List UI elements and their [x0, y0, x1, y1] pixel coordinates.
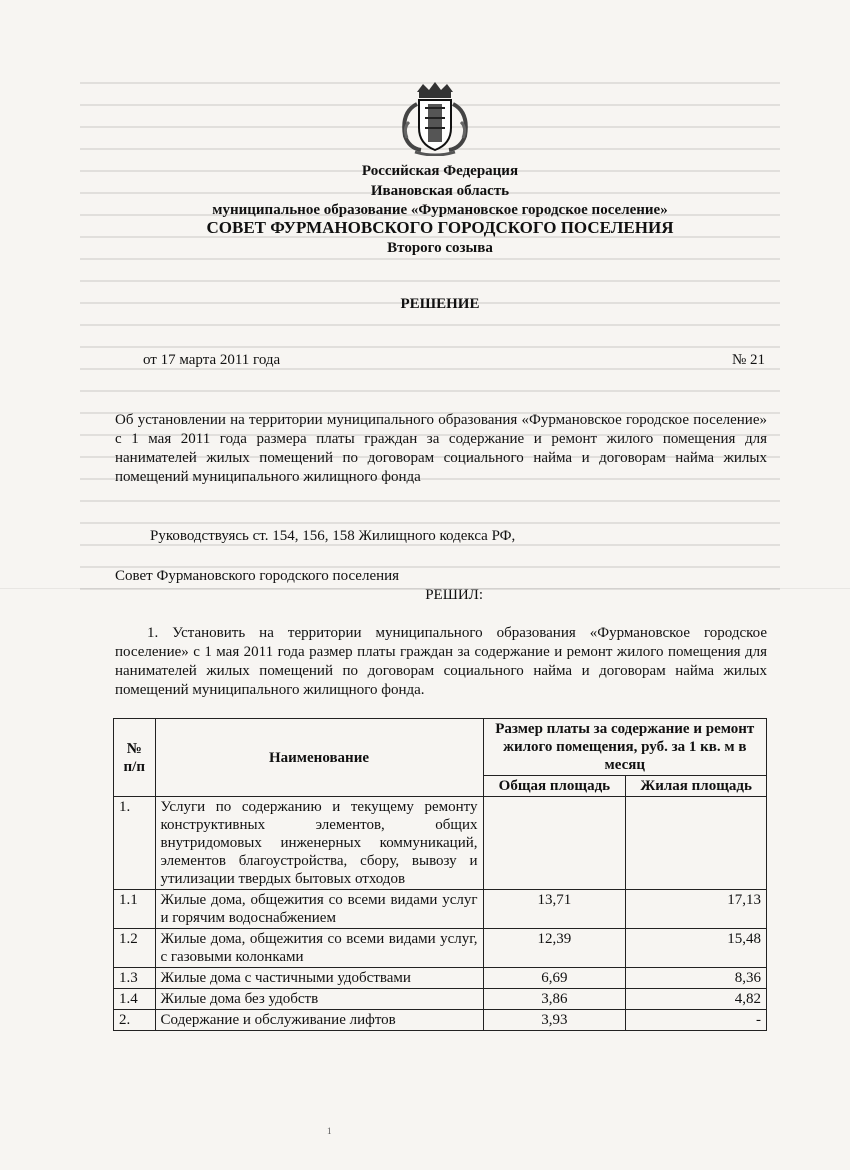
row-number: 1.2 [114, 929, 156, 968]
row-living-area [626, 797, 767, 890]
col-header-living-area: Жилая площадь [626, 776, 767, 797]
header-municipality: муниципальное образование «Фурмановское городское поселение» [212, 202, 668, 218]
row-total-area [483, 797, 626, 890]
table-row [114, 797, 767, 890]
header-country: Российская Федерация [361, 163, 519, 179]
table-row [114, 1010, 767, 1031]
header-region: Ивановская область [370, 183, 510, 199]
table-row [114, 989, 767, 1010]
row-living-area: - [626, 1010, 767, 1031]
row-number: 1. [114, 797, 156, 890]
resolved-heading: РЕШИЛ: [425, 587, 483, 603]
document-date: от 17 марта 2011 года [143, 352, 281, 368]
document-subject: Об установлении на территории муниципального образования «Фурмановское городское поселение» с 1 мая 2011 года размера платы граждан за содержание и ремонт жилого помещения для нанимателей жилых помещений по договорам социального найма и договорам найма жилых помещений муниципального жилищного фонда [115, 412, 767, 485]
row-name: Жилые дома с частичными удобствами [155, 968, 483, 989]
row-living-area: 4,82 [626, 989, 767, 1010]
row-number: 2. [114, 1010, 156, 1031]
col-header-number: № п/п [114, 719, 156, 797]
row-name: Жилые дома без удобств [155, 989, 483, 1010]
document-number: № 21 [731, 352, 765, 368]
row-total-area: 6,69 [483, 968, 626, 989]
fee-table [113, 718, 767, 1031]
table-row [114, 929, 767, 968]
row-living-area: 17,13 [626, 890, 767, 929]
row-total-area: 12,39 [483, 929, 626, 968]
row-name: Содержание и обслуживание лифтов [155, 1010, 483, 1031]
header-convocation: Второго созыва [387, 240, 493, 256]
row-number: 1.1 [114, 890, 156, 929]
legal-basis: Руководствуясь ст. 154, 156, 158 Жилищного кодекса РФ, [150, 528, 516, 544]
coat-of-arms-icon [395, 78, 475, 156]
item-1-text: 1. Установить на территории муниципального образования «Фурмановское городское поселение» с 1 мая 2011 года размер платы граждан за содержание и ремонт жилого помещения для нанимателей жилых помещений по договорам социального найма и договорам найма жилых помещений муниципального жилищного фонда. [115, 625, 767, 698]
row-number: 1.4 [114, 989, 156, 1010]
row-total-area: 13,71 [483, 890, 626, 929]
council-line: Совет Фурмановского городского поселения [115, 568, 400, 584]
row-living-area: 15,48 [626, 929, 767, 968]
row-living-area: 8,36 [626, 968, 767, 989]
col-header-total-area: Общая площадь [483, 776, 626, 797]
row-total-area: 3,93 [483, 1010, 626, 1031]
row-name: Жилые дома, общежития со всеми видами услуг, с газовыми колонками [155, 929, 483, 968]
table-row [114, 890, 767, 929]
header-council: СОВЕТ ФУРМАНОВСКОГО ГОРОДСКОГО ПОСЕЛЕНИЯ [206, 218, 674, 237]
row-number: 1.3 [114, 968, 156, 989]
col-header-name: Наименование [155, 719, 483, 797]
row-total-area: 3,86 [483, 989, 626, 1010]
table-row [114, 968, 767, 989]
document-type: РЕШЕНИЕ [400, 296, 480, 312]
row-name: Жилые дома, общежития со всеми видами услуг и горячим водоснабжением [155, 890, 483, 929]
page-number: 1 [327, 1126, 332, 1136]
row-name: Услуги по содержанию и текущему ремонту конструктивных элементов, общих внутридомовых инженерных коммуникаций, элементов благоустройства, сбору, вывозу и утилизации твердых бытовых отходов [155, 797, 483, 890]
col-header-fee: Размер платы за содержание и ремонт жилого помещения, руб. за 1 кв. м в месяц [483, 719, 766, 776]
